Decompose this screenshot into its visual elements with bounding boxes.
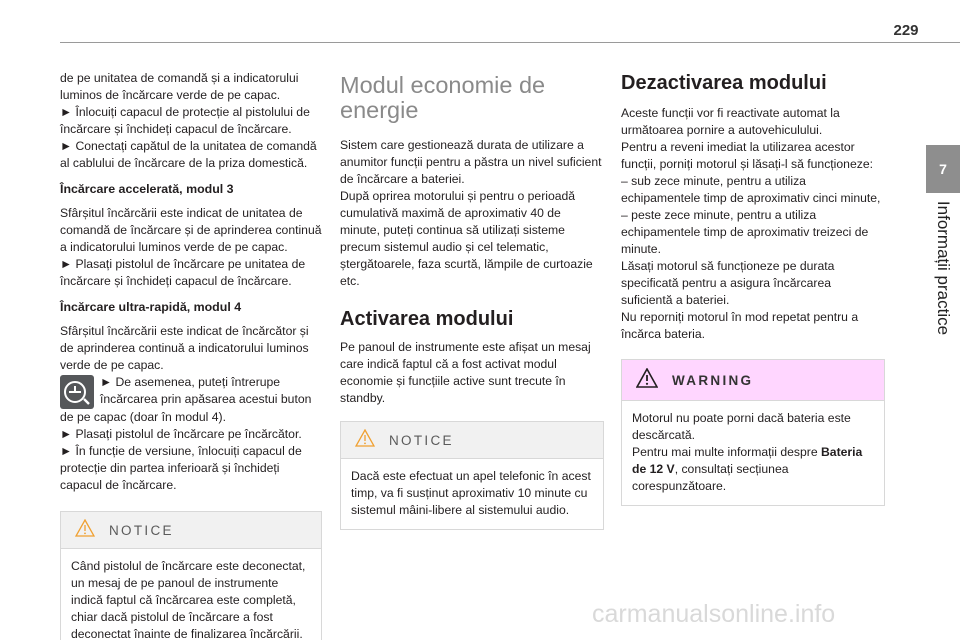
step-item: ► Plasați pistolul de încărcare pe încărcător. <box>60 427 302 441</box>
column-right <box>621 70 885 506</box>
chapter-tab-number[interactable]: 7 <box>926 145 960 193</box>
list-item: – peste zece minute, pentru a utiliza echipamentele timp de aproximativ treizeci de minute. <box>621 208 869 256</box>
column-left <box>60 70 322 640</box>
warning-text: Motorul nu poate porni dacă bateria este descărcată. <box>632 411 851 442</box>
warning-ref-post: , consultați secțiunea corespunzătoare. <box>632 462 789 493</box>
notice-box <box>340 421 604 530</box>
notice-text: Dacă este efectuat un apel telefonic în acest timp, va fi susținut aproximativ 10 minute cu sistemul mâini-libere al sistemului audio. <box>351 469 591 517</box>
column-middle <box>340 70 604 530</box>
notice-body <box>61 548 321 640</box>
chapter-tab-title-text: Informații practice <box>934 200 954 336</box>
section-heading-activation: Activarea modului <box>340 308 514 330</box>
stop-charging-button-icon <box>60 375 94 409</box>
battery-12v-link[interactable]: Bateria de 12 V <box>632 445 863 476</box>
notice-title: NOTICE <box>109 522 174 538</box>
paragraph: Lăsați motorul să funcționeze pe durata specificată pentru a asigura încărcarea suficientă a bateriei. <box>621 259 835 307</box>
notice-text: Când pistolul de încărcare este deconectat, un mesaj de pe panoul de instrumente indică faptul că încărcarea este completă, chiar dacă pistolul de încărcare a fost deconectat înainte de finalizarea încărcării. <box>71 559 306 640</box>
section-heading-economy: Modul economie de energie <box>340 72 546 123</box>
paragraph: de pe unitatea de comandă și a indicatorului luminos de încărcare verde de pe capac. <box>60 71 299 102</box>
notice-header <box>341 422 603 458</box>
watermark: carmanualsonline.info <box>592 600 836 628</box>
warning-text-ref <box>632 444 874 495</box>
paragraph: Nu reporniți motorul în mod repetat pentru a încărca bateria. <box>621 310 859 341</box>
warning-body <box>622 400 884 505</box>
paragraph: Pe panoul de instrumente este afișat un mesaj care indică faptul că a fost activat modul economie și funcțiile active sunt trecute în standby. <box>340 340 591 405</box>
warning-box <box>621 359 885 506</box>
step-item: ► Înlocuiți capacul de protecție al pistolului de încărcare și închideți capacul de încărcare. <box>60 105 310 136</box>
section-heading-deactivation: Dezactivarea modului <box>621 72 827 94</box>
subheading-mode3: Încărcare accelerată, modul 3 <box>60 182 234 196</box>
warning-header <box>622 360 884 400</box>
page-number: 229 <box>893 22 919 39</box>
chapter-tab-title[interactable] <box>926 193 960 343</box>
step-item: ► În funcție de versiune, înlocuiți capacul de protecție din partea inferioară și închideți capacul de încărcare. <box>60 444 302 492</box>
paragraph: Sistem care gestionează durata de utilizare a anumitor funcții pentru a păstra un nivel suficient de încărcare a bateriei. <box>340 138 602 186</box>
notice-box <box>60 511 322 640</box>
notice-title: NOTICE <box>389 432 454 448</box>
caution-triangle-icon <box>75 519 95 542</box>
notice-header <box>61 512 321 548</box>
paragraph: Sfârșitul încărcării este indicat de unitatea de comandă de încărcare și de aprinderea continuă a indicatorului luminos verde de pe capac. <box>60 206 322 254</box>
paragraph: Sfârșitul încărcării este indicat de încărcător și de aprinderea continuă a indicatorului luminos verde de pe capac. <box>60 324 309 372</box>
step-item: ► De asemenea, puteți întrerupe încărcarea prin apăsarea acestui buton <box>100 375 312 406</box>
subheading-mode4: Încărcare ultra-rapidă, modul 4 <box>60 300 242 314</box>
warning-triangle-icon <box>636 368 658 393</box>
paragraph: de pe capac (doar în modul 4). <box>60 410 226 424</box>
stop-charge-row <box>60 374 322 409</box>
warning-title: WARNING <box>672 372 754 388</box>
step-item: ► Conectați capătul de la unitatea de comandă al cablului de încărcare de la priza domestică. <box>60 139 317 170</box>
notice-body <box>341 458 603 529</box>
caution-triangle-icon <box>355 429 375 452</box>
header-rule <box>60 42 960 43</box>
paragraph: După oprirea motorului și pentru o perioadă cumulativă maximă de aproximativ 40 de minute, puteți continua să utilizați sisteme precum sistemul audio și cel telematic, ștergătoarele, faza scurtă, lămpile de curtoazie etc. <box>340 189 593 288</box>
paragraph: Aceste funcții vor fi reactivate automat la următoarea pornire a autovehiculului. <box>621 106 840 137</box>
warning-ref-pre: Pentru mai multe informații despre <box>632 445 821 459</box>
step-item: ► Plasați pistolul de încărcare pe unitatea de încărcare și închideți capacul de încărcare. <box>60 257 306 288</box>
list-item: – sub zece minute, pentru a utiliza echipamentele timp de aproximativ cinci minute, <box>621 174 881 205</box>
paragraph: Pentru a reveni imediat la utilizarea acestor funcții, porniți motorul și lăsați-l să funcționeze: <box>621 140 873 171</box>
